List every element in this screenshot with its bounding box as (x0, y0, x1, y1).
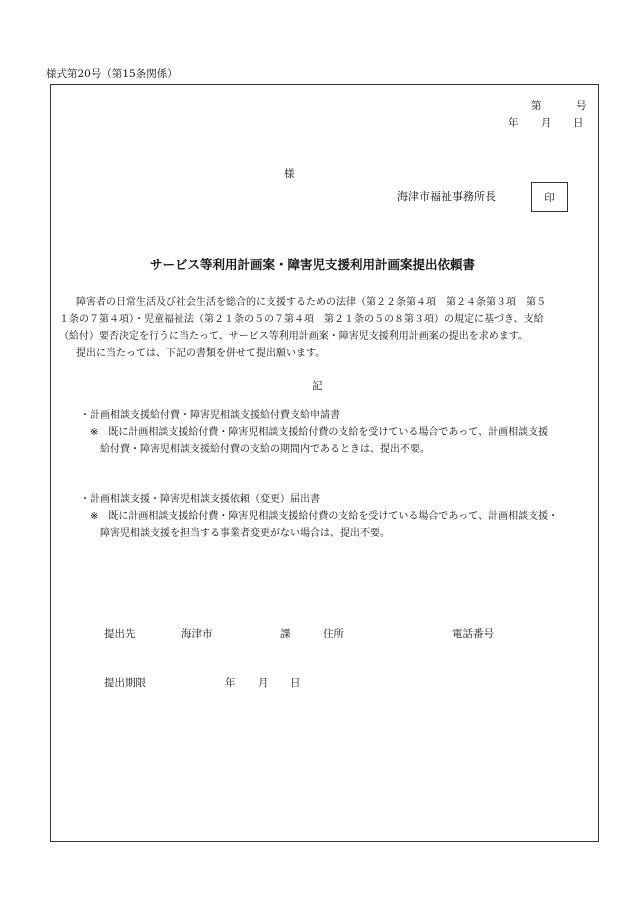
body-paragraph (59, 294, 593, 362)
deadline-label: 提出期限 (104, 677, 146, 689)
body-line: 障害者の日常生活及び社会生活を総合的に支援するための法律（第２２条第４項 第２４条第３項 第５ (76, 297, 546, 308)
item-2 (80, 491, 592, 542)
item-heading: ・計画相談支援・障害児相談支援依頼（変更）届出書 (80, 494, 320, 505)
destination-section: 課 (280, 628, 291, 640)
document-frame (50, 84, 599, 842)
body-line: （給付）要否決定を行うに当たって、サービス等利用計画案・障害児支援利用計画案の提出を求めます。 (59, 331, 528, 342)
deadline-year: 年 (225, 677, 236, 689)
ki-heading: 記 (312, 380, 323, 392)
item-note-line: 障害児相談支援を担当する事業者変更がない場合は、提出不要。 (100, 528, 390, 539)
seal-label: 印 (544, 191, 555, 204)
body-line: 提出に当たっては、下記の書類を併せて提出願います。 (76, 348, 326, 359)
number-dai: 第 (531, 100, 542, 112)
seal-box (531, 182, 568, 212)
deadline-month: 月 (258, 677, 269, 689)
item-note-line: 給付費・障害児相談支援給付費の支給の期間内であるときは、提出不要。 (100, 444, 430, 455)
item-note-line: ※ 既に計画相談支援給付費・障害児相談支援給付費の支給を受けている場合であって、計画相談支援 (90, 427, 549, 438)
date-month: 月 (541, 117, 552, 129)
phone-label: 電話番号 (452, 628, 494, 640)
item-note-line: ※ 既に計画相談支援給付費・障害児相談支援給付費の支給を受けている場合であって、計画相談支援・ (90, 511, 559, 522)
destination-label: 提出先 (104, 628, 136, 640)
form-number: 様式第20号（第15条関係） (46, 68, 178, 80)
destination-city: 海津市 (181, 628, 213, 640)
number-go: 号 (576, 100, 587, 112)
date-year: 年 (508, 117, 519, 129)
item-heading: ・計画相談支援給付費・障害児相談支援給付費支給申請書 (80, 410, 340, 421)
document-title: サービス等利用計画案・障害児支援利用計画案提出依頼書 (150, 257, 476, 272)
deadline-day: 日 (290, 677, 301, 689)
addressee-suffix: 様 (284, 168, 295, 180)
item-1 (80, 407, 592, 458)
body-line: １条の７第４項）・児童福祉法（第２１条の５の７第４項 第２１条の５の８第３項）の規定に基づき、支給 (59, 314, 544, 325)
address-label: 住所 (323, 628, 344, 640)
date-day: 日 (573, 117, 584, 129)
sender-name: 海津市福祉事務所長 (397, 190, 496, 203)
